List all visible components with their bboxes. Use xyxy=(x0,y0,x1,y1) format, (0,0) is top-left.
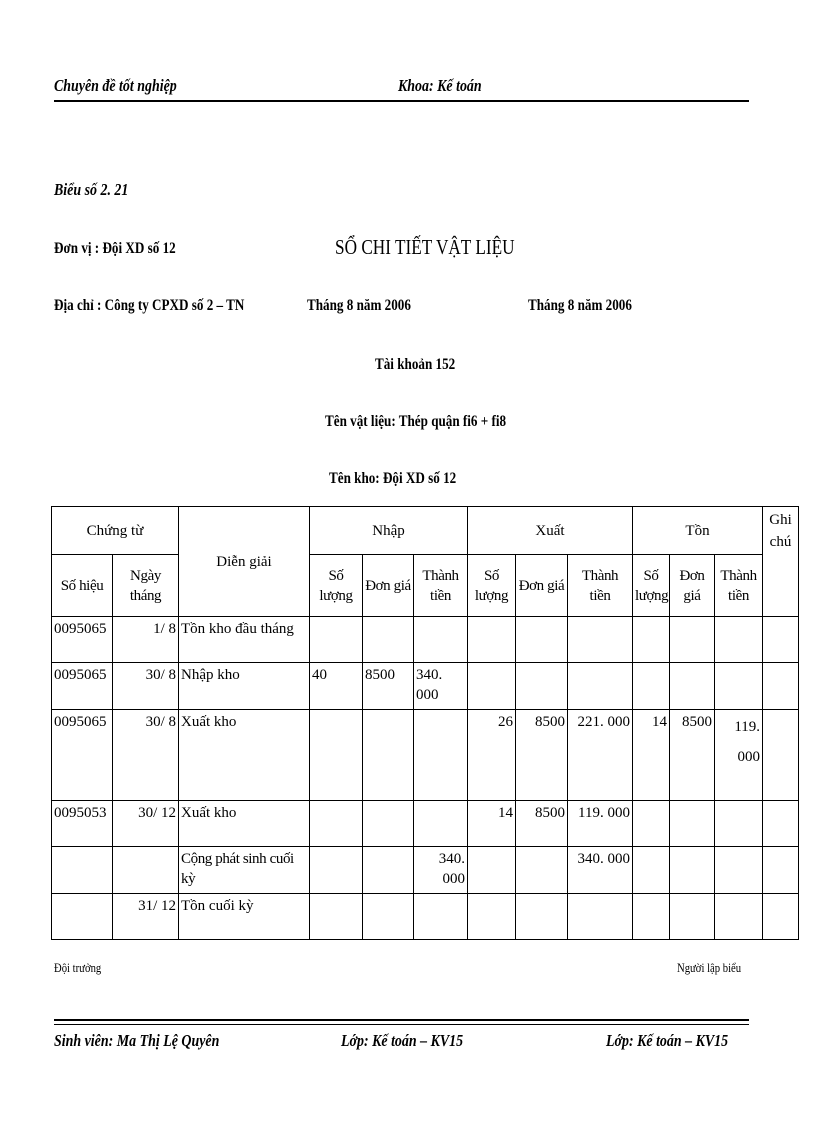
cell-dien-giai: Tồn kho đầu tháng xyxy=(179,617,310,663)
cell-n-sl xyxy=(310,617,363,663)
period-2: Tháng 8 năm 2006 xyxy=(528,297,632,314)
signature-right: Người lập biểu xyxy=(677,960,742,975)
col-import-amount: Thành tiền xyxy=(414,555,468,617)
unit-label: Đơn vị : Đội XD số 12 xyxy=(54,240,176,257)
footer-student: Sinh viên: Ma Thị Lệ Quyên xyxy=(54,1031,220,1050)
cell-note xyxy=(763,617,799,663)
cell-n-tt: 340. 000 xyxy=(414,663,468,710)
cell-n-tt xyxy=(414,894,468,940)
cell-dien-giai: Xuất kho xyxy=(179,801,310,847)
footer-rule-top xyxy=(54,1019,749,1021)
address-label: Địa chỉ : Công ty CPXD số 2 – TN xyxy=(54,297,245,314)
cell-n-tt xyxy=(414,801,468,847)
table-row xyxy=(52,801,799,847)
cell-n-sl xyxy=(310,710,363,801)
cell-t-dg xyxy=(670,894,715,940)
cell-t-tt xyxy=(715,801,763,847)
cell-t-tt: 119. 000 xyxy=(715,710,763,801)
group-header-row xyxy=(52,507,799,555)
material-ledger-table xyxy=(51,506,799,940)
cell-x-sl xyxy=(468,847,516,894)
cell-t-sl xyxy=(633,847,670,894)
cell-t-tt xyxy=(715,894,763,940)
cell-x-sl: 14 xyxy=(468,801,516,847)
cell-x-dg xyxy=(516,847,568,894)
table-row xyxy=(52,847,799,894)
cell-t-sl xyxy=(633,617,670,663)
group-stock: Tồn xyxy=(633,507,763,555)
cell-note xyxy=(763,710,799,801)
col-description: Diễn giải xyxy=(179,507,310,617)
cell-t-sl xyxy=(633,894,670,940)
col-export-amount: Thành tiền xyxy=(568,555,633,617)
cell-n-tt xyxy=(414,710,468,801)
cell-t-tt xyxy=(715,617,763,663)
cell-x-dg xyxy=(516,617,568,663)
col-stock-amount: Thành tiền xyxy=(715,555,763,617)
col-stock-price: Đơn giá xyxy=(670,555,715,617)
account-label: Tài khoản 152 xyxy=(375,356,456,373)
cell-x-tt xyxy=(568,663,633,710)
cell-ngay: 30/ 8 xyxy=(113,663,179,710)
footer-class-2: Lớp: Kế toán – KV15 xyxy=(606,1031,729,1050)
cell-t-tt xyxy=(715,847,763,894)
cell-note xyxy=(763,894,799,940)
col-import-price: Đơn giá xyxy=(363,555,414,617)
cell-n-dg xyxy=(363,894,414,940)
cell-n-sl xyxy=(310,894,363,940)
period-1: Tháng 8 năm 2006 xyxy=(307,297,411,314)
cell-t-sl: 14 xyxy=(633,710,670,801)
cell-x-tt xyxy=(568,617,633,663)
cell-ngay: 31/ 12 xyxy=(113,894,179,940)
cell-x-tt xyxy=(568,894,633,940)
cell-n-sl xyxy=(310,801,363,847)
cell-n-sl xyxy=(310,847,363,894)
table-row xyxy=(52,617,799,663)
cell-t-tt xyxy=(715,663,763,710)
cell-ngay xyxy=(113,847,179,894)
col-import-qty: Số lượng xyxy=(310,555,363,617)
col-export-qty: Số lượng xyxy=(468,555,516,617)
document-title: SỔ CHI TIẾT VẬT LIỆU xyxy=(335,235,515,259)
warehouse-label: Tên kho: Đội XD số 12 xyxy=(329,470,457,487)
cell-so-hieu xyxy=(52,847,113,894)
group-export: Xuất xyxy=(468,507,633,555)
group-voucher: Chứng từ xyxy=(52,507,179,555)
cell-x-tt: 340. 000 xyxy=(568,847,633,894)
cell-t-dg: 8500 xyxy=(670,710,715,801)
cell-t-dg xyxy=(670,801,715,847)
cell-x-sl xyxy=(468,617,516,663)
table-row xyxy=(52,663,799,710)
col-so-hieu: Số hiệu xyxy=(52,555,113,617)
cell-n-tt: 340. 000 xyxy=(414,847,468,894)
footer-rule-bottom xyxy=(54,1024,749,1025)
cell-x-sl xyxy=(468,894,516,940)
material-label: Tên vật liệu: Thép quận fi6 + fi8 xyxy=(325,413,507,430)
cell-so-hieu: 0095065 xyxy=(52,710,113,801)
table-row xyxy=(52,894,799,940)
cell-ngay: 30/ 8 xyxy=(113,710,179,801)
cell-x-tt: 119. 000 xyxy=(568,801,633,847)
signature-left: Đội trưởng xyxy=(54,960,102,975)
cell-x-tt: 221. 000 xyxy=(568,710,633,801)
table-row xyxy=(52,710,799,801)
cell-so-hieu: 0095065 xyxy=(52,663,113,710)
cell-ngay: 30/ 12 xyxy=(113,801,179,847)
cell-note xyxy=(763,801,799,847)
cell-x-sl: 26 xyxy=(468,710,516,801)
cell-dien-giai: Tồn cuối kỳ xyxy=(179,894,310,940)
cell-so-hieu xyxy=(52,894,113,940)
cell-so-hieu: 0095065 xyxy=(52,617,113,663)
cell-x-dg: 8500 xyxy=(516,710,568,801)
col-ngay-thang: Ngày tháng xyxy=(113,555,179,617)
cell-dien-giai: Xuất kho xyxy=(179,710,310,801)
cell-note xyxy=(763,847,799,894)
cell-n-dg xyxy=(363,801,414,847)
cell-n-dg xyxy=(363,710,414,801)
group-import: Nhập xyxy=(310,507,468,555)
cell-t-dg xyxy=(670,847,715,894)
cell-n-dg xyxy=(363,847,414,894)
cell-x-dg xyxy=(516,894,568,940)
col-stock-qty: Số lượng xyxy=(633,555,670,617)
col-export-price: Đơn giá xyxy=(516,555,568,617)
cell-n-dg: 8500 xyxy=(363,663,414,710)
cell-t-sl xyxy=(633,663,670,710)
cell-dien-giai: Cộng phát sinh cuối kỳ xyxy=(179,847,310,894)
cell-n-tt xyxy=(414,617,468,663)
cell-note xyxy=(763,663,799,710)
col-note: Ghi chú xyxy=(763,507,799,617)
header-left: Chuyên đề tốt nghiệp xyxy=(54,76,177,95)
cell-n-dg xyxy=(363,617,414,663)
footer-class-1: Lớp: Kế toán – KV15 xyxy=(341,1031,464,1050)
header-center: Khoa: Kế toán xyxy=(398,76,482,95)
cell-ngay: 1/ 8 xyxy=(113,617,179,663)
header-rule xyxy=(54,100,749,102)
cell-t-dg xyxy=(670,663,715,710)
cell-t-sl xyxy=(633,801,670,847)
form-number: Biểu số 2. 21 xyxy=(54,180,129,199)
cell-so-hieu: 0095053 xyxy=(52,801,113,847)
column-header-row xyxy=(52,555,799,617)
cell-dien-giai: Nhập kho xyxy=(179,663,310,710)
cell-x-sl xyxy=(468,663,516,710)
cell-x-dg xyxy=(516,663,568,710)
cell-n-sl: 40 xyxy=(310,663,363,710)
cell-t-dg xyxy=(670,617,715,663)
cell-x-dg: 8500 xyxy=(516,801,568,847)
